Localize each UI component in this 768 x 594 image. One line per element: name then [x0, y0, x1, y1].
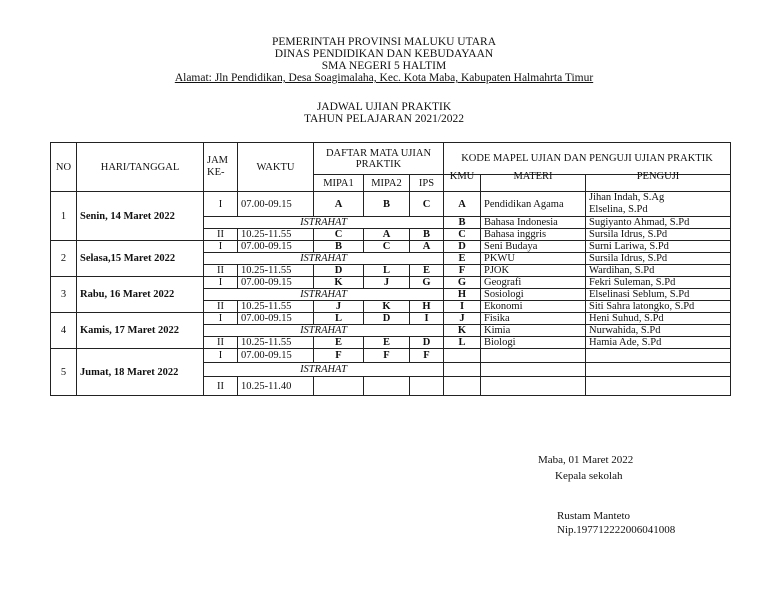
examiner-empty — [586, 377, 731, 396]
letterhead — [0, 36, 768, 84]
kmu-code: K — [444, 325, 481, 337]
examiner — [586, 301, 731, 313]
kmu-code-empty — [444, 349, 481, 363]
col-header-jam: JAM KE- — [204, 143, 238, 192]
day-date: Kamis, 17 Maret 2022 — [77, 313, 204, 349]
kmu-code: C — [444, 229, 481, 241]
mipa1-code — [314, 377, 364, 396]
col-header-kode: KODE MAPEL UJIAN DAN PENGUJI UJIAN PRAKTIK — [444, 143, 731, 175]
examiner-name: Sugiyanto Ahmad, S.Pd — [589, 217, 690, 228]
col-header-kmu: KMU — [444, 168, 481, 185]
letterhead-school: SMA NEGERI 5 HALTIM — [321, 60, 447, 72]
day-date: Senin, 14 Maret 2022 — [77, 192, 204, 241]
document-title — [0, 101, 768, 125]
ips-code: G — [410, 277, 444, 289]
examiner-name: Wardihan, S.Pd — [589, 265, 655, 276]
col-header-mipa2: MIPA2 — [364, 175, 410, 192]
subject-name-empty — [481, 349, 586, 363]
ips-code: D — [410, 337, 444, 349]
ips-code: F — [410, 349, 444, 363]
session-time: 10.25-11.55 — [238, 265, 314, 277]
session-time: 07.00-09.15 — [238, 349, 314, 363]
examiner-name: Jihan Indah, S.Ag — [589, 192, 665, 203]
mipa1-code: K — [314, 277, 364, 289]
kmu-code: B — [444, 217, 481, 229]
subject-name: Sosiologi — [481, 289, 586, 301]
title-line1: JADWAL UJIAN PRAKTIK — [316, 101, 452, 113]
examiner-name: Hamia Ade, S.Pd — [589, 337, 662, 348]
subject-name: Bahasa inggris — [481, 229, 586, 241]
session-time: 10.25-11.55 — [238, 229, 314, 241]
col-header-waktu: WAKTU — [238, 143, 314, 192]
examiner — [586, 253, 731, 265]
letterhead-department: DINAS PENDIDIKAN DAN KEBUDAYAAN — [274, 48, 494, 60]
mipa1-code: F — [314, 349, 364, 363]
session-number: I — [204, 192, 238, 217]
examiner-name: Fekri Suleman, S.Pd — [589, 277, 676, 288]
session-time: 07.00-09.15 — [238, 313, 314, 325]
ips-code: B — [410, 229, 444, 241]
mipa2-code: C — [364, 241, 410, 253]
kmu-code: D — [444, 241, 481, 253]
day-date: Jumat, 18 Maret 2022 — [77, 349, 204, 396]
signature-place-date: Maba, 01 Maret 2022 — [538, 454, 634, 466]
break-label: ISTRAHAT — [204, 363, 444, 377]
session-number: II — [204, 301, 238, 313]
row-number: 1 — [51, 192, 77, 241]
session-time: 07.00-09.15 — [238, 277, 314, 289]
kmu-code-empty — [444, 363, 481, 377]
signature-name: Rustam Manteto — [557, 510, 631, 522]
exam-schedule-table — [50, 142, 731, 396]
letterhead-address: Alamat: Jln Pendidikan, Desa Soagimalaha, Kec. Kota Maba, Kabupaten Halmahrta Timur — [174, 72, 594, 84]
title-line2: TAHUN PELAJARAN 2021/2022 — [303, 113, 465, 125]
col-header-mipa1: MIPA1 — [314, 175, 364, 192]
session-number: II — [204, 377, 238, 396]
subject-name: Ekonomi — [481, 301, 586, 313]
examiner — [586, 217, 731, 229]
ips-code: C — [410, 192, 444, 217]
subject-name: Seni Budaya — [481, 241, 586, 253]
examiner-name: Sursila Idrus, S.Pd — [589, 253, 668, 264]
col-header-penguji: PENGUJI — [586, 168, 731, 185]
break-label: ISTRAHAT — [204, 325, 444, 337]
row-number: 5 — [51, 349, 77, 396]
mipa2-code: K — [364, 301, 410, 313]
ips-code: H — [410, 301, 444, 313]
session-number: II — [204, 229, 238, 241]
examiner — [586, 289, 731, 301]
mipa2-code: J — [364, 277, 410, 289]
row-number: 4 — [51, 313, 77, 349]
mipa1-code: D — [314, 265, 364, 277]
mipa1-code: C — [314, 229, 364, 241]
subject-name-empty — [481, 363, 586, 377]
session-number: II — [204, 265, 238, 277]
col-header-materi: MATERI — [481, 168, 586, 185]
session-number: I — [204, 241, 238, 253]
examiner-name: Sursila Idrus, S.Pd — [589, 229, 668, 240]
schedule-row — [51, 313, 731, 325]
subject-name: Pendidikan Agama — [481, 192, 586, 217]
examiner — [586, 313, 731, 325]
session-number: II — [204, 337, 238, 349]
mipa2-code: A — [364, 229, 410, 241]
examiner-empty — [586, 349, 731, 363]
examiner — [586, 229, 731, 241]
schedule-row — [51, 241, 731, 253]
examiner — [586, 277, 731, 289]
session-time: 10.25-11.55 — [238, 337, 314, 349]
schedule-row — [51, 192, 731, 217]
examiner-name-2: Elselina, S.Pd — [589, 204, 648, 215]
subject-name: Bahasa Indonesia — [481, 217, 586, 229]
day-date: Rabu, 16 Maret 2022 — [77, 277, 204, 313]
subject-name: Geografi — [481, 277, 586, 289]
day-date: Selasa,15 Maret 2022 — [77, 241, 204, 277]
subject-name: PJOK — [481, 265, 586, 277]
mipa1-code: A — [314, 192, 364, 217]
ips-code: A — [410, 241, 444, 253]
mipa2-code: F — [364, 349, 410, 363]
session-number: I — [204, 349, 238, 363]
mipa2-code: B — [364, 192, 410, 217]
col-header-daftar: DAFTAR MATA UJIAN PRAKTIK — [314, 143, 444, 175]
subject-name-empty — [481, 377, 586, 396]
mipa1-code: L — [314, 313, 364, 325]
mipa2-code: L — [364, 265, 410, 277]
kmu-code: F — [444, 265, 481, 277]
examiner-empty — [586, 363, 731, 377]
examiner-name: Siti Sahra latongko, S.Pd — [589, 301, 695, 312]
session-number: I — [204, 313, 238, 325]
subject-name: Kimia — [481, 325, 586, 337]
session-time: 07.00-09.15 — [238, 241, 314, 253]
examiner-name: Elselinasi Seblum, S.Pd — [589, 289, 690, 300]
kmu-code: I — [444, 301, 481, 313]
kmu-code: J — [444, 313, 481, 325]
mipa2-code: E — [364, 337, 410, 349]
col-header-no: NO — [51, 143, 77, 192]
examiner-name: Nurwahida, S.Pd — [589, 325, 661, 336]
mipa2-code: D — [364, 313, 410, 325]
ips-code — [410, 377, 444, 396]
subject-name: Biologi — [481, 337, 586, 349]
break-label: ISTRAHAT — [204, 289, 444, 301]
session-time: 07.00-09.15 — [238, 192, 314, 217]
col-header-day: HARI/TANGGAL — [77, 143, 204, 192]
examiner — [586, 265, 731, 277]
examiner-name: Surni Lariwa, S.Pd — [589, 241, 669, 252]
mipa1-code: B — [314, 241, 364, 253]
kmu-code-empty — [444, 377, 481, 396]
mipa1-code: J — [314, 301, 364, 313]
row-number: 3 — [51, 277, 77, 313]
letterhead-province: PEMERINTAH PROVINSI MALUKU UTARA — [271, 36, 496, 48]
col-header-ips: IPS — [410, 175, 444, 192]
signature-role: Kepala sekolah — [555, 470, 623, 482]
session-number: I — [204, 277, 238, 289]
row-number: 2 — [51, 241, 77, 277]
examiner — [586, 337, 731, 349]
signature-nip: Nip.197712222006041008 — [557, 524, 676, 536]
kmu-code: A — [444, 192, 481, 217]
subject-name: Fisika — [481, 313, 586, 325]
kmu-code: L — [444, 337, 481, 349]
subject-name: PKWU — [481, 253, 586, 265]
kmu-code: G — [444, 277, 481, 289]
ips-code: E — [410, 265, 444, 277]
examiner — [586, 241, 731, 253]
session-time: 10.25-11.40 — [238, 377, 314, 396]
ips-code: I — [410, 313, 444, 325]
schedule-row — [51, 277, 731, 289]
schedule-row — [51, 349, 731, 363]
break-label: ISTRAHAT — [204, 217, 444, 229]
examiner-name: Heni Suhud, S.Pd — [589, 313, 664, 324]
examiner — [586, 325, 731, 337]
mipa1-code: E — [314, 337, 364, 349]
break-label: ISTRAHAT — [204, 253, 444, 265]
examiner — [586, 192, 731, 217]
kmu-code: E — [444, 253, 481, 265]
session-time: 10.25-11.55 — [238, 301, 314, 313]
mipa2-code — [364, 377, 410, 396]
kmu-code: H — [444, 289, 481, 301]
